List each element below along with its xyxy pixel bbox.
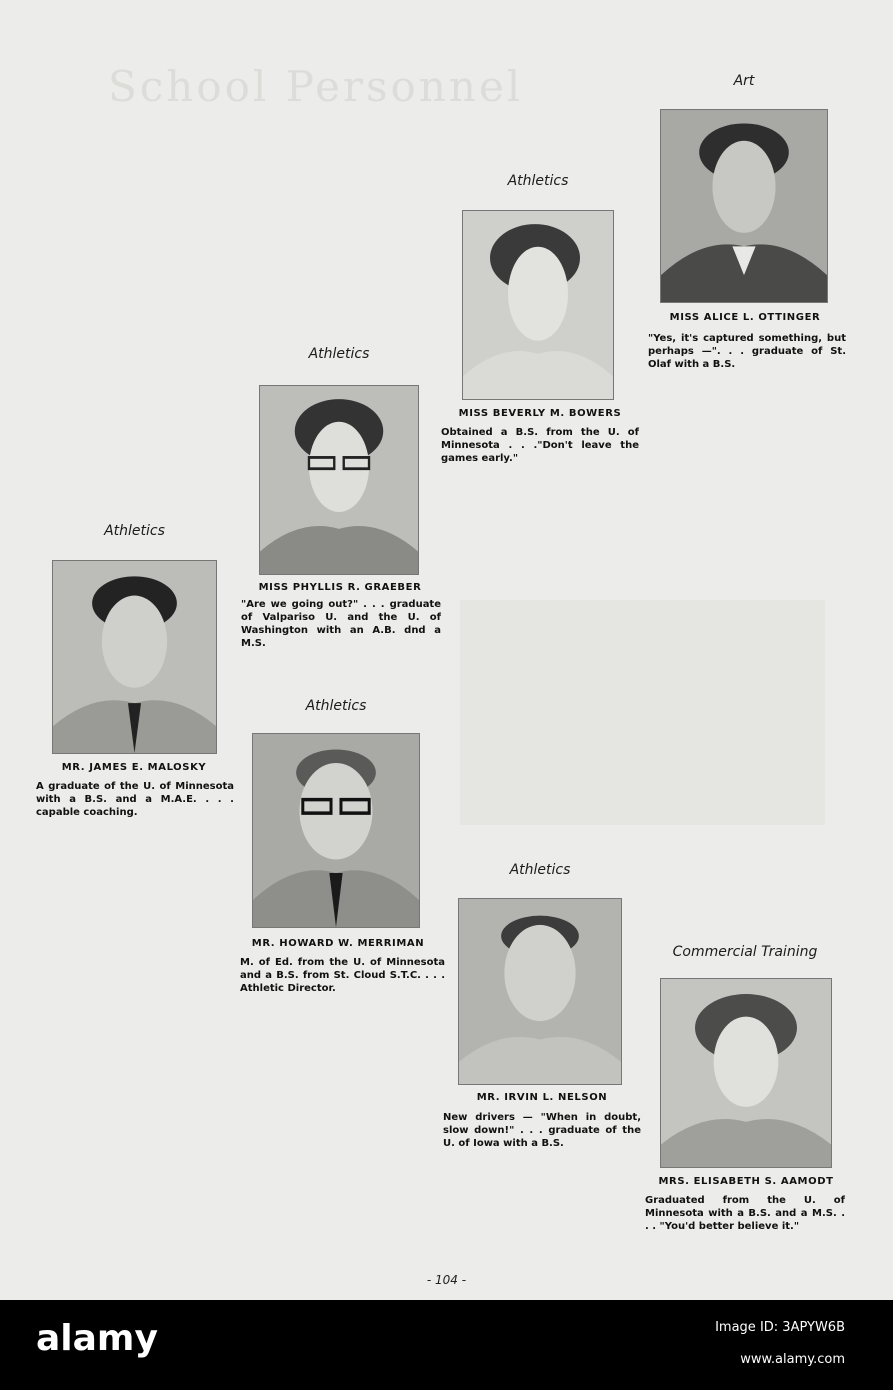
subject-label: Athletics	[509, 862, 571, 878]
subject-label: Athletics	[308, 346, 370, 362]
staff-caption: New drivers — "When in doubt, slow down!" . . . graduate of the U. of Iowa with a B.S.	[443, 1112, 641, 1149]
portrait-image	[459, 899, 621, 1084]
staff-photo	[462, 210, 614, 400]
subject-label: Athletics	[305, 698, 367, 714]
subject-label: Athletics	[507, 173, 569, 189]
staff-photo	[259, 385, 419, 575]
staff-caption: Obtained a B.S. from the U. of Minnesota . . ."Don't leave the games early."	[441, 427, 639, 464]
staff-name: MR. IRVIN L. NELSON	[476, 1092, 608, 1103]
portrait-image	[253, 734, 419, 927]
bleed-through-block	[460, 600, 825, 825]
staff-name: MR. HOWARD W. MERRIMAN	[251, 938, 425, 949]
staff-caption: A graduate of the U. of Minnesota with a B.S. and a M.A.E. . . . capable coaching.	[36, 781, 234, 818]
watermark-url: www.alamy.com	[740, 1352, 845, 1367]
staff-name: MRS. ELISABETH S. AAMODT	[658, 1176, 834, 1187]
background-title: School Personnel	[108, 62, 524, 111]
staff-photo	[252, 733, 420, 928]
page-number: - 104 -	[426, 1273, 467, 1287]
staff-caption: "Are we going out?" . . . graduate of Valpariso U. and the U. of Washington with an A.B. dnd a M.S.	[241, 599, 441, 649]
portrait-image	[661, 979, 831, 1167]
staff-photo	[52, 560, 217, 754]
portrait-image	[53, 561, 216, 753]
portrait-image	[463, 211, 613, 399]
staff-photo	[660, 978, 832, 1168]
staff-photo	[458, 898, 622, 1085]
staff-name: MISS BEVERLY M. BOWERS	[458, 408, 622, 419]
subject-label: Art	[733, 73, 755, 89]
subject-label: Commercial Training	[672, 944, 818, 960]
alamy-logo: alamy	[36, 1318, 158, 1359]
staff-caption: Graduated from the U. of Minnesota with a B.S. and a M.S. . . . "You'd better believe it."	[645, 1195, 845, 1232]
staff-name: MISS PHYLLIS R. GRAEBER	[258, 582, 422, 593]
image-id-label: Image ID: 3APYW6B	[715, 1320, 845, 1335]
staff-photo	[660, 109, 828, 303]
portrait-image	[661, 110, 827, 302]
subject-label: Athletics	[104, 523, 165, 539]
staff-name: MR. JAMES E. MALOSKY	[61, 762, 207, 773]
staff-caption: "Yes, it's captured something, but perhaps —". . . graduate of St. Olaf with a B.S.	[648, 333, 846, 370]
staff-caption: M. of Ed. from the U. of Minnesota and a B.S. from St. Cloud S.T.C. . . . Athletic Director.	[240, 957, 445, 994]
portrait-image	[260, 386, 418, 574]
watermark-banner	[0, 1300, 893, 1390]
staff-name: MISS ALICE L. OTTINGER	[669, 312, 821, 323]
